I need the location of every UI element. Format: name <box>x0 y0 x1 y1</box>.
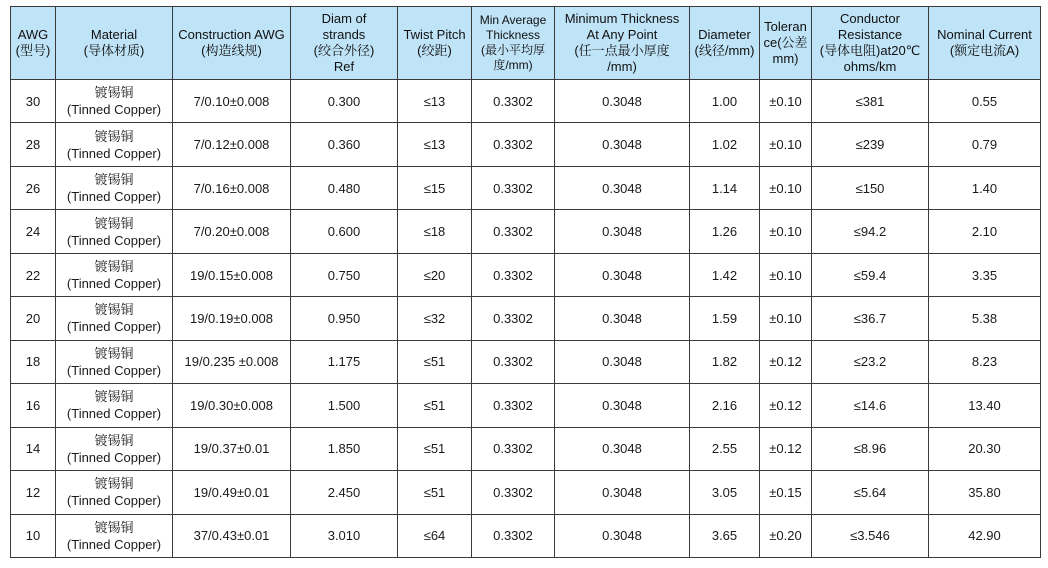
cell-min-average-thickness: 0.3302 <box>472 427 555 470</box>
cell-twist-pitch: ≤51 <box>398 384 472 427</box>
cell-minimum-thickness: 0.3048 <box>555 210 690 253</box>
cell-conductor-resistance: ≤239 <box>812 123 929 166</box>
cell-twist-pitch: ≤32 <box>398 297 472 340</box>
material-chinese-label: 镀锡铜 <box>94 85 134 101</box>
cell-minimum-thickness: 0.3048 <box>555 297 690 340</box>
material-english-label: (Tinned Copper) <box>66 145 162 161</box>
cell-diameter: 2.16 <box>690 384 760 427</box>
material-english-label: (Tinned Copper) <box>66 276 162 292</box>
cell-minimum-thickness: 0.3048 <box>555 253 690 296</box>
cell-min-average-thickness: 0.3302 <box>472 297 555 340</box>
cell-min-average-thickness: 0.3302 <box>472 123 555 166</box>
cell-diameter: 1.59 <box>690 297 760 340</box>
cell-construction-awg: 37/0.43±0.01 <box>173 514 291 557</box>
material-chinese-label: 镀锡铜 <box>94 389 134 405</box>
cell-tolerance: ±0.10 <box>760 166 812 209</box>
cell-twist-pitch: ≤20 <box>398 253 472 296</box>
cell-material <box>56 253 173 296</box>
cell-conductor-resistance: ≤150 <box>812 166 929 209</box>
cell-minimum-thickness: 0.3048 <box>555 427 690 470</box>
cell-diameter: 1.02 <box>690 123 760 166</box>
material-english-label: (Tinned Copper) <box>66 189 162 205</box>
cell-material <box>56 471 173 514</box>
cell-diam-of-strands: 1.175 <box>291 340 398 383</box>
cell-material <box>56 384 173 427</box>
material-english-label: (Tinned Copper) <box>66 493 162 509</box>
table-row <box>11 166 1041 209</box>
cell-nominal-current: 20.30 <box>929 427 1041 470</box>
cell-nominal-current: 1.40 <box>929 166 1041 209</box>
cell-construction-awg: 19/0.37±0.01 <box>173 427 291 470</box>
cell-awg: 18 <box>11 340 56 383</box>
material-english-label: (Tinned Copper) <box>66 319 162 335</box>
cell-material <box>56 210 173 253</box>
cell-min-average-thickness: 0.3302 <box>472 471 555 514</box>
cell-material <box>56 123 173 166</box>
cell-minimum-thickness: 0.3048 <box>555 384 690 427</box>
header-nominal-current: Nominal Current (额定电流A) <box>929 7 1041 80</box>
cell-material <box>56 166 173 209</box>
table-body <box>11 80 1041 558</box>
cell-diam-of-strands: 0.950 <box>291 297 398 340</box>
cell-tolerance: ±0.10 <box>760 123 812 166</box>
cell-nominal-current: 0.55 <box>929 80 1041 123</box>
header-conductor-resistance: Conductor Resistance (导体电阻)at20℃ ohms/km <box>812 7 929 80</box>
cell-minimum-thickness: 0.3048 <box>555 471 690 514</box>
cell-tolerance: ±0.12 <box>760 427 812 470</box>
cell-min-average-thickness: 0.3302 <box>472 514 555 557</box>
cell-diam-of-strands: 1.850 <box>291 427 398 470</box>
cell-nominal-current: 42.90 <box>929 514 1041 557</box>
table-row <box>11 514 1041 557</box>
cell-diameter: 1.00 <box>690 80 760 123</box>
cell-awg: 24 <box>11 210 56 253</box>
header-min-average-thickness: Min Average Thickness (最小平均厚 度/mm) <box>472 7 555 80</box>
cell-diam-of-strands: 0.600 <box>291 210 398 253</box>
cell-min-average-thickness: 0.3302 <box>472 210 555 253</box>
header-twist-pitch: Twist Pitch (绞距) <box>398 7 472 80</box>
cell-construction-awg: 19/0.235 ±0.008 <box>173 340 291 383</box>
cell-tolerance: ±0.12 <box>760 340 812 383</box>
cell-construction-awg: 19/0.19±0.008 <box>173 297 291 340</box>
cell-twist-pitch: ≤51 <box>398 340 472 383</box>
cell-min-average-thickness: 0.3302 <box>472 166 555 209</box>
cell-nominal-current: 3.35 <box>929 253 1041 296</box>
material-english-label: (Tinned Copper) <box>66 406 162 422</box>
cell-min-average-thickness: 0.3302 <box>472 253 555 296</box>
material-chinese-label: 镀锡铜 <box>94 259 134 275</box>
cell-conductor-resistance: ≤94.2 <box>812 210 929 253</box>
cell-awg: 14 <box>11 427 56 470</box>
cell-diameter: 3.05 <box>690 471 760 514</box>
table-row <box>11 471 1041 514</box>
table-header <box>11 7 1041 80</box>
cell-tolerance: ±0.10 <box>760 297 812 340</box>
header-awg: AWG (型号) <box>11 7 56 80</box>
material-chinese-label: 镀锡铜 <box>94 302 134 318</box>
material-chinese-label: 镀锡铜 <box>94 432 134 448</box>
cell-conductor-resistance: ≤59.4 <box>812 253 929 296</box>
cell-minimum-thickness: 0.3048 <box>555 80 690 123</box>
cell-material <box>56 80 173 123</box>
cell-twist-pitch: ≤51 <box>398 471 472 514</box>
table-row <box>11 253 1041 296</box>
cell-awg: 12 <box>11 471 56 514</box>
cell-diam-of-strands: 0.300 <box>291 80 398 123</box>
cell-twist-pitch: ≤13 <box>398 80 472 123</box>
cell-tolerance: ±0.10 <box>760 80 812 123</box>
cell-material <box>56 297 173 340</box>
cell-diam-of-strands: 2.450 <box>291 471 398 514</box>
table-row <box>11 210 1041 253</box>
material-chinese-label: 镀锡铜 <box>94 128 134 144</box>
material-chinese-label: 镀锡铜 <box>94 476 134 492</box>
table-row <box>11 340 1041 383</box>
cell-min-average-thickness: 0.3302 <box>472 384 555 427</box>
cell-diam-of-strands: 0.360 <box>291 123 398 166</box>
cell-min-average-thickness: 0.3302 <box>472 340 555 383</box>
cell-minimum-thickness: 0.3048 <box>555 340 690 383</box>
cell-min-average-thickness: 0.3302 <box>472 80 555 123</box>
material-chinese-label: 镀锡铜 <box>94 172 134 188</box>
cell-nominal-current: 0.79 <box>929 123 1041 166</box>
header-construction-awg: Construction AWG (构造线规) <box>173 7 291 80</box>
material-english-label: (Tinned Copper) <box>66 232 162 248</box>
cell-twist-pitch: ≤13 <box>398 123 472 166</box>
cell-construction-awg: 19/0.15±0.008 <box>173 253 291 296</box>
cell-nominal-current: 35.80 <box>929 471 1041 514</box>
cell-nominal-current: 5.38 <box>929 297 1041 340</box>
cell-diam-of-strands: 1.500 <box>291 384 398 427</box>
cell-nominal-current: 13.40 <box>929 384 1041 427</box>
table-row <box>11 123 1041 166</box>
material-english-label: (Tinned Copper) <box>66 102 162 118</box>
cell-diameter: 2.55 <box>690 427 760 470</box>
table-row <box>11 297 1041 340</box>
cell-awg: 10 <box>11 514 56 557</box>
material-chinese-label: 镀锡铜 <box>94 519 134 535</box>
cell-diam-of-strands: 0.480 <box>291 166 398 209</box>
cell-twist-pitch: ≤64 <box>398 514 472 557</box>
cell-nominal-current: 2.10 <box>929 210 1041 253</box>
cell-construction-awg: 7/0.20±0.008 <box>173 210 291 253</box>
header-tolerance: Toleran ce(公差 mm) <box>760 7 812 80</box>
cell-twist-pitch: ≤15 <box>398 166 472 209</box>
cell-tolerance: ±0.20 <box>760 514 812 557</box>
cell-conductor-resistance: ≤5.64 <box>812 471 929 514</box>
cell-material <box>56 514 173 557</box>
cell-diameter: 1.26 <box>690 210 760 253</box>
cell-awg: 30 <box>11 80 56 123</box>
table-row <box>11 427 1041 470</box>
wire-spec-table <box>10 6 1041 558</box>
material-chinese-label: 镀锡铜 <box>94 345 134 361</box>
table-row <box>11 80 1041 123</box>
cell-diameter: 1.14 <box>690 166 760 209</box>
cell-conductor-resistance: ≤3.546 <box>812 514 929 557</box>
header-diam-of-strands: Diam of strands (绞合外径) Ref <box>291 7 398 80</box>
cell-diameter: 1.82 <box>690 340 760 383</box>
cell-minimum-thickness: 0.3048 <box>555 166 690 209</box>
cell-construction-awg: 19/0.30±0.008 <box>173 384 291 427</box>
cell-tolerance: ±0.12 <box>760 384 812 427</box>
cell-conductor-resistance: ≤14.6 <box>812 384 929 427</box>
cell-material <box>56 340 173 383</box>
cell-diam-of-strands: 3.010 <box>291 514 398 557</box>
material-chinese-label: 镀锡铜 <box>94 215 134 231</box>
cell-construction-awg: 19/0.49±0.01 <box>173 471 291 514</box>
cell-awg: 16 <box>11 384 56 427</box>
cell-tolerance: ±0.10 <box>760 253 812 296</box>
cell-diameter: 3.65 <box>690 514 760 557</box>
cell-conductor-resistance: ≤23.2 <box>812 340 929 383</box>
header-diameter: Diameter (线径/mm) <box>690 7 760 80</box>
cell-conductor-resistance: ≤381 <box>812 80 929 123</box>
cell-diameter: 1.42 <box>690 253 760 296</box>
cell-conductor-resistance: ≤36.7 <box>812 297 929 340</box>
cell-awg: 22 <box>11 253 56 296</box>
header-material: Material (导体材质) <box>56 7 173 80</box>
table-row <box>11 384 1041 427</box>
cell-construction-awg: 7/0.10±0.008 <box>173 80 291 123</box>
material-english-label: (Tinned Copper) <box>66 449 162 465</box>
header-row <box>11 7 1041 80</box>
cell-awg: 26 <box>11 166 56 209</box>
cell-construction-awg: 7/0.16±0.008 <box>173 166 291 209</box>
cell-minimum-thickness: 0.3048 <box>555 123 690 166</box>
cell-awg: 20 <box>11 297 56 340</box>
material-english-label: (Tinned Copper) <box>66 362 162 378</box>
spec-sheet <box>10 6 1040 558</box>
cell-tolerance: ±0.15 <box>760 471 812 514</box>
header-minimum-thickness: Minimum Thickness At Any Point (任一点最小厚度 /mm) <box>555 7 690 80</box>
cell-construction-awg: 7/0.12±0.008 <box>173 123 291 166</box>
cell-conductor-resistance: ≤8.96 <box>812 427 929 470</box>
cell-nominal-current: 8.23 <box>929 340 1041 383</box>
cell-minimum-thickness: 0.3048 <box>555 514 690 557</box>
cell-diam-of-strands: 0.750 <box>291 253 398 296</box>
cell-tolerance: ±0.10 <box>760 210 812 253</box>
cell-material <box>56 427 173 470</box>
material-english-label: (Tinned Copper) <box>66 536 162 552</box>
cell-twist-pitch: ≤51 <box>398 427 472 470</box>
cell-twist-pitch: ≤18 <box>398 210 472 253</box>
cell-awg: 28 <box>11 123 56 166</box>
